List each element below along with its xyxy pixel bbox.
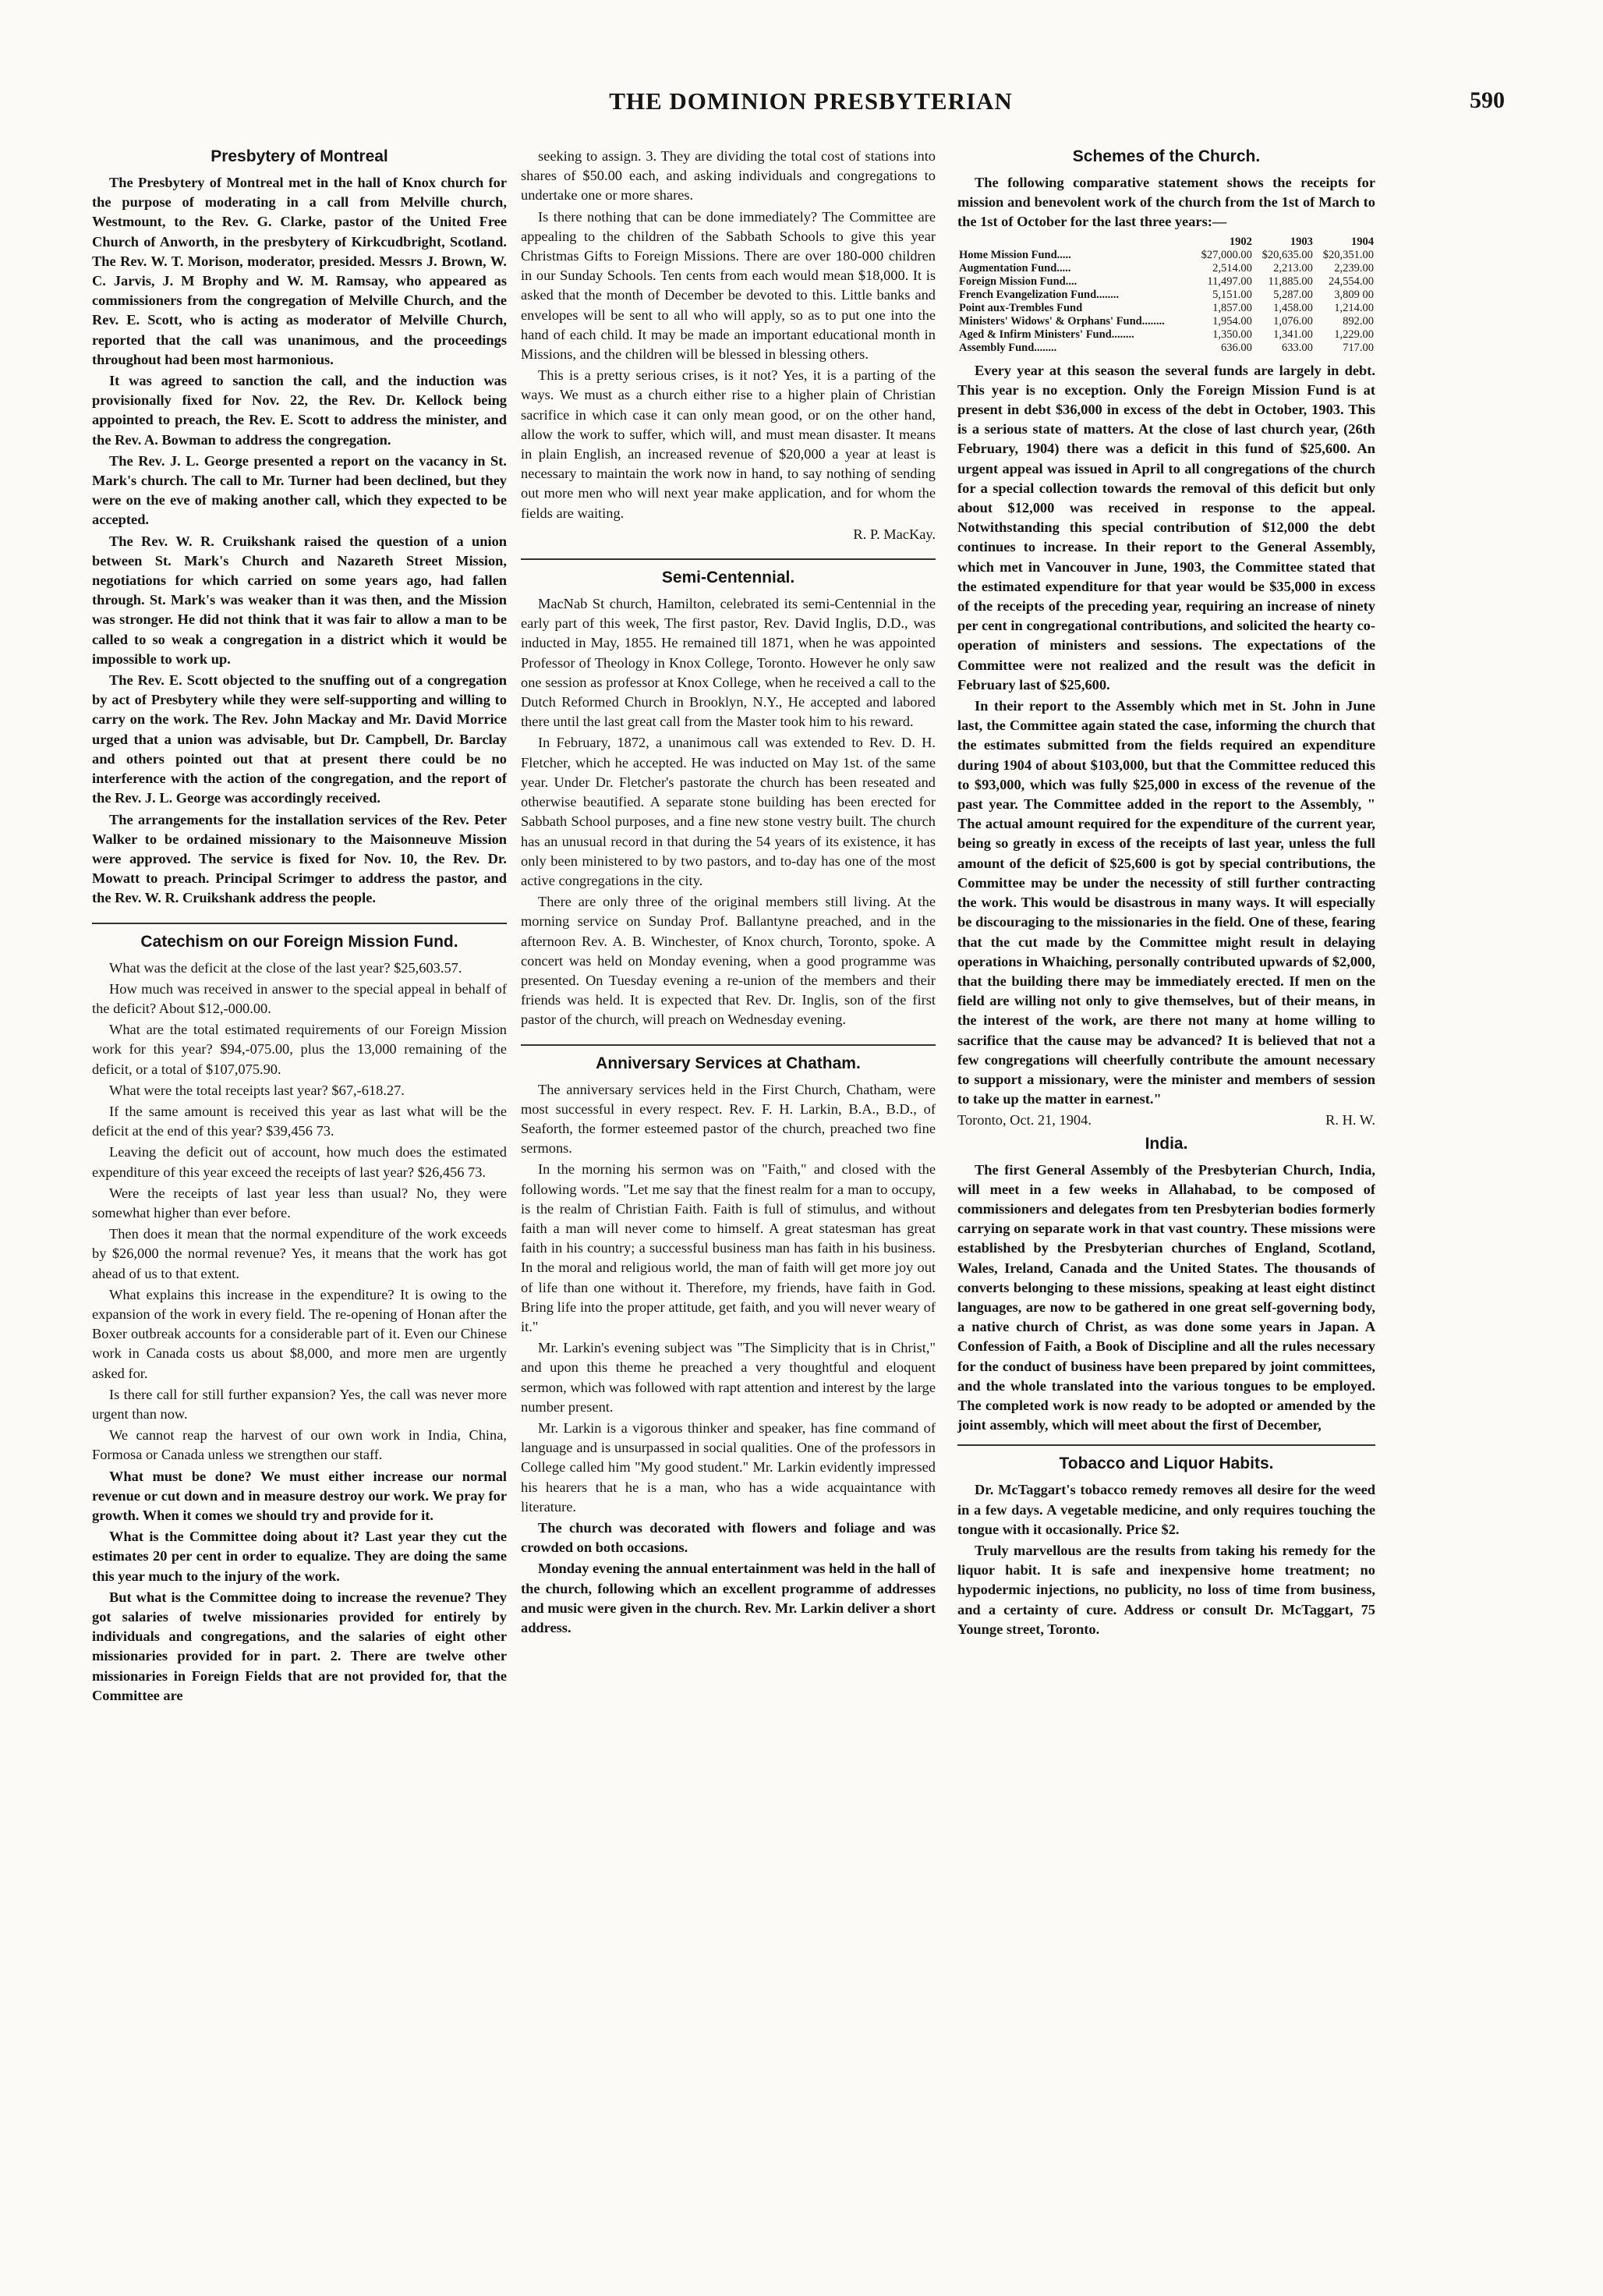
fund-name: Ministers' Widows' & Orphans' Fund........ bbox=[959, 314, 1165, 328]
article-paragraph: In February, 1872, a unanimous call was extended to Rev. D. H. Fletcher, which he accepted. He was inducted on May 1st. of the same year. Under Dr. Fletcher's pastorate the church has been reseated and otherwise beautified. A separate stone building has been erected for Sabbath School purposes, and a fine new stone vestry built. The church has an unusual record in that during the 54 years of its existence, it has only been ministered to by two pastors, and to-day has one of the most active congregations in the city. bbox=[521, 735, 936, 888]
article-paragraph: The Rev. E. Scott objected to the snuffing out of a congregation by act of Presbytery while they were self-supporting and willing to carry on the work. The Rev. John Mackay and Mr. David Morrice urged that a union was advisable, but Dr. Campbell, Dr. Barclay and others pointed out that at present there could be no interference with the action of the congregation, and the report of the Rev. J. L. George was accordingly received. bbox=[92, 672, 507, 806]
fund-value: 633.00 bbox=[1282, 341, 1313, 354]
article-paragraph: The anniversary services held in the First Church, Chatham, were most successful in every respect. Rev. F. H. Larkin, B.A., B.D., of Seaforth, the former esteemed pastor of the church, preached two fine sermons. bbox=[521, 1081, 936, 1157]
signature: R. P. MacKay. bbox=[853, 526, 936, 542]
catechism-item: But what is the Committee doing to increase the revenue? They got salaries of twelve missionaries provided for entirely by individuals and congregations, and the salaries of eight other missionaries provided for in part. 2. There are twelve other missionaries in Foreign Fields that are not provided for, that the Committee are bbox=[92, 1589, 507, 1703]
fund-value: 11,497.00 bbox=[1207, 275, 1252, 288]
catechism-item: What explains this increase in the expenditure? It is owing to the expansion of the work in every field. The re-opening of Honan after the Boxer outbreak accounts for a considerable part of it. Even our Chinese work in Canada costs us about $8,000, and more men are urgently asked for. bbox=[92, 1286, 507, 1381]
fund-value: 1,076.00 bbox=[1273, 314, 1313, 328]
fund-value: 1,458.00 bbox=[1273, 301, 1313, 314]
page-number: 590 bbox=[1470, 87, 1505, 113]
article-title-semi-centennial: Semi-Centennial. bbox=[521, 558, 936, 588]
table-row bbox=[957, 289, 1375, 302]
article-paragraph: This is a pretty serious crises, is it not? Yes, it is a parting of the ways. We must as a church either rise to a higher plain of Christian sacrifice in which case it can only mean good, or on the other hand, allow the work to suffer, which will, and must mean disaster. It means in plain English, an increased revenue of $20,000 a year at least is necessary to maintain the work now in hand, to say nothing of sending out more men who will next year make application, and for whom the fields are waiting. bbox=[521, 367, 936, 521]
advertisement-paragraph: Truly marvellous are the results from taking his remedy for the liquor habit. It is safe and inexpensive home treatment; no hypodermic injections, no publicity, no loss of time from business, and a certainty of cure. Address or consult Dr. McTaggart, 75 Younge street, Toronto. bbox=[957, 1542, 1375, 1637]
divider bbox=[957, 1444, 1375, 1446]
article-paragraph: Mr. Larkin is a vigorous thinker and speaker, has fine command of language and is unsurpassed in social qualities. One of the professors in College called him "My good student." Mr. Larkin evidently impressed his hearers that he is a man, who has a wide acquaintance with literature. bbox=[521, 1419, 936, 1515]
fund-value: 1,341.00 bbox=[1273, 328, 1313, 341]
catechism-item: How much was received in answer to the special appeal in behalf of the deficit? About $12,-000.00. bbox=[92, 980, 507, 1016]
article-paragraph: The following comparative statement shows the receipts for mission and benevolent work of the church from the 1st of March to the 1st of October for the last three years:— bbox=[957, 175, 1375, 230]
fund-name: French Evangelization Fund........ bbox=[959, 288, 1120, 301]
advertisement-paragraph: Dr. McTaggart's tobacco remedy removes all desire for the weed in a few days. A vegetable medicine, and only requires touching the tongue with it occasionally. Price $2. bbox=[957, 1482, 1375, 1537]
table-row bbox=[957, 249, 1375, 262]
article-paragraph: The Rev. J. L. George presented a report on the vacancy in St. Mark's church. The call to Mr. Turner had been declined, but they were on the eve of making another call, which they expected to be accepted. bbox=[92, 452, 507, 528]
fund-value: 1,350.00 bbox=[1212, 328, 1252, 341]
article-paragraph: In their report to the Assembly which met in St. John in June last, the Committee again stated the case, informing the church that the estimates submitted from the fields required an expenditure during 1904 of about $103,000, but that the Committee reduced this to $93,000, which was fully $25,000 in excess of the revenue of the past year. The Committee added in the report to the Assembly, " The actual amount required for the expenditure of the current year, being so greatly in excess of the receipts of last year, unless the full amount of the deficit of $25,600 is got by special contributions, the Committee may be under the necessity of still further contracting the work. This would be disastrous in many ways. It will especially be discouraging to the missionaries in the field. One of these, fearing that the cut made by the Committee might result in delaying operations in Whaiching, personally contributed upwards of $2,000, that the building there may be immediately erected. If men on the field are willing not only to give themselves, but of their means, in the interest of the work, are there not many at home willing to sacrifice that the cause may be advanced? It is believed that not a few congregations will cheerfully contribute the amount necessary to support a missionary, were the minister and members of session to take up the matter in earnest." bbox=[957, 698, 1375, 1107]
article-title-presbytery-of-montreal: Presbytery of Montreal bbox=[211, 147, 388, 165]
catechism-item: If the same amount is received this year as last what will be the deficit at the end of this year? $39,456 73. bbox=[92, 1103, 507, 1139]
fund-value: 1,214.00 bbox=[1334, 301, 1374, 314]
article-paragraph: Every year at this season the several funds are largely in debt. This year is no exception. Only the Foreign Mission Fund is at present in debt $36,000 in excess of the debt in October, 1903. This is a serious state of matters. At the close of last church year, (26th February, 1904) there was a deficit in this fund of $25,600. An urgent appeal was issued in April to all congregations of the church for a special collection towards the removal of this deficit but only about $12,000 was received in response to the appeal. Notwithstanding this special contribution of $12,000 the debt continues to increase. In their report to the General Assembly, which met in Vancouver in June, 1903, the Committee stated that the estimated expenditure for that year would be $35,000 in excess of the receipts of the preceding year, requiring an increase of ninety per cent in congregational contributions, and solicited the hearty co-operation of ministers and sessions. The expectations of the Committee were not realized and the result was the deficit in February last of $25,600. bbox=[957, 362, 1375, 693]
catechism-item: What were the total receipts last year? $67,-618.27. bbox=[109, 1082, 405, 1098]
fund-value: 2,213.00 bbox=[1273, 261, 1313, 275]
catechism-item: What are the total estimated requirements of our Foreign Mission work for this year? $94,-075.00, plus the 13,000 remaining of the deficit, or a total of $107,075.90. bbox=[92, 1022, 507, 1077]
column-1 bbox=[92, 139, 507, 2245]
table-header-year: 1902 bbox=[1229, 235, 1252, 248]
article-paragraph: seeking to assign. 3. They are dividing the total cost of stations into shares of $50.00 each, and asking individuals and congregations to undertake one or more shares. bbox=[521, 148, 936, 204]
article-title-catechism: Catechism on our Foreign Mission Fund. bbox=[92, 923, 507, 952]
fund-value: 3,809 00 bbox=[1334, 288, 1374, 301]
article-paragraph: The first General Assembly of the Presbyterian Church, India, will meet in a few weeks in Allahabad, to be composed of commissioners and delegates from ten Presbyterian bodies formerly carrying on separate work in that vast country. These missions were established by the Presbyterian churches of England, Scotland, Wales, Ireland, Canada and the United States. The thousands of converts belonging to these missions, speaking at least eight distinct languages, are now to be gathered in one great self-governing body, a native church of Christ, as was done some years in Japan. A Confession of Faith, a Book of Discipline and all the rules necessary for the conduct of business have been prepared by joint committees, and the whole translated into the various tongues to be employed. The completed work is now ready to be adopted or amended by the joint assembly, which will meet about the first of December, bbox=[957, 1161, 1375, 1433]
article-title-tobacco-liquor: Tobacco and Liquor Habits. bbox=[1059, 1454, 1274, 1473]
signature-place-date: Toronto, Oct. 21, 1904. bbox=[957, 1112, 1092, 1129]
catechism-item: What is the Committee doing about it? Last year they cut the estimates 20 per cent in order to equalize. They are doing the same this year much to the injury of the work. bbox=[92, 1529, 507, 1584]
fund-value: 717.00 bbox=[1343, 341, 1374, 354]
table-row bbox=[957, 275, 1375, 289]
catechism-item: What must be done? We must either increase our normal revenue or cut down and in measure destroy our work. We pray for growth. When it comes we should try and provide for it. bbox=[92, 1468, 507, 1523]
fund-value: 1,229.00 bbox=[1334, 328, 1374, 341]
fund-value: 636.00 bbox=[1220, 341, 1252, 354]
article-title-india: India. bbox=[1145, 1134, 1188, 1153]
article-title-schemes-of-the-church: Schemes of the Church. bbox=[1072, 147, 1261, 165]
article-paragraph: The Rev. W. R. Cruikshank raised the question of a union between St. Mark's Church and Nazareth Street Mission, negotiations for which carried on some years ago, had fallen through. St. Mark's was weaker than it was then, and the Mission was stronger. He did not think that it was fair to allow a man to be called to so weak a congregation in a district which it would be impossible to work up. bbox=[92, 533, 507, 667]
fund-name: Aged & Infirm Ministers' Fund........ bbox=[959, 328, 1134, 341]
article-paragraph: The Presbytery of Montreal met in the hall of Knox church for the purpose of moderating in a call from Melville church, Westmount, to the Rev. G. Clarke, pastor of the United Free Church of Anworth, in the presbytery of Kirkcudbright, Scotland. The Rev. W. T. Morison, moderator, presided. Messrs J. Brown, W. C. Jarvis, J. M Brophy and W. M. Ramsay, who appeared as commissioners from the congregation of Melville Church, and the Rev. E. Scott, who is acting as moderator of Melville Church, reported that the call was unanimous, and the proceedings throughout had been most harmonious. bbox=[92, 175, 507, 367]
table-row bbox=[957, 342, 1375, 355]
article-title-anniversary-services: Anniversary Services at Chatham. bbox=[521, 1044, 936, 1074]
table-row bbox=[957, 262, 1375, 275]
newspaper-title: THE DOMINION PRESBYTERIAN bbox=[609, 87, 1013, 115]
catechism-item: What was the deficit at the close of the last year? $25,603.57. bbox=[109, 959, 462, 976]
signature-line bbox=[957, 1111, 1375, 1130]
fund-value: $20,351.00 bbox=[1322, 248, 1374, 261]
catechism-item: Leaving the deficit out of account, how much does the estimated expenditure of this year exceed the receipts of last year? $26,456 73. bbox=[92, 1144, 507, 1180]
article-paragraph: It was agreed to sanction the call, and the induction was provisionally fixed for Nov. 22, the Rev. Dr. Kellock being appointed to preach, the Rev. E. Scott to address the minister, and the Rev. A. Bowman to address the congregation. bbox=[92, 373, 507, 448]
catechism-item: Is there call for still further expansion? Yes, the call was never more urgent than now. bbox=[92, 1386, 507, 1422]
fund-name: Home Mission Fund..... bbox=[959, 248, 1071, 261]
fund-value: 892.00 bbox=[1343, 314, 1374, 328]
fund-name: Foreign Mission Fund.... bbox=[959, 275, 1078, 288]
fund-value: $27,000.00 bbox=[1201, 248, 1252, 261]
catechism-item: We cannot reap the harvest of our own work in India, China, Formosa or Canada unless we strengthen our staff. bbox=[92, 1427, 507, 1463]
fund-value: 1,954.00 bbox=[1212, 314, 1252, 328]
article-paragraph: MacNab St church, Hamilton, celebrated its semi-Centennial in the early part of this week, The first pastor, Rev. David Inglis, D.D., was inducted in May, 1855. He remained till 1871, when he was appointed Professor of Theology in Knox College, Toronto. However he only saw one session as professor at Knox College, when he received a call to the Dutch Reformed Church in Brooklyn, N.Y., He accepted and labored there until the last great call from the Master took him to his reward. bbox=[521, 596, 936, 730]
fund-value: 2,239.00 bbox=[1334, 261, 1374, 275]
fund-value: 2,514.00 bbox=[1212, 261, 1252, 275]
fund-value: 5,151.00 bbox=[1212, 288, 1252, 301]
table-header-year: 1903 bbox=[1290, 235, 1313, 248]
fund-value: 1,857.00 bbox=[1212, 301, 1252, 314]
fund-value: $20,635.00 bbox=[1262, 248, 1313, 261]
table-row bbox=[957, 302, 1375, 315]
catechism-item: Were the receipts of last year less than usual? No, they were somewhat higher than ever before. bbox=[92, 1185, 507, 1221]
article-paragraph: Is there nothing that can be done immediately? The Committee are appealing to the children of the Sabbath Schools to give this year Christmas Gifts to Foreign Missions. There are over 180-000 children in our Sunday Schools. Ten cents from each would mean $18,000. It is asked that the month of December be devoted to this. Little banks and envelopes will be sent to all who will apply, so as to put one into the hand of each child. It may be made an important educational month in Missions, and the children will be blessed in blessing others. bbox=[521, 208, 936, 363]
article-paragraph: Mr. Larkin's evening subject was "The Simplicity that is in Christ," and upon this theme he preached a very thoughtful and eloquent sermon, which was followed with rapt attention and interest by the large number present. bbox=[521, 1340, 936, 1415]
receipts-table bbox=[957, 236, 1375, 355]
article-paragraph: In the morning his sermon was on "Faith," and closed with the following words. "Let me say that the finest realm for a man to occupy, is the realm of Christian Faith. Faith is full of stimulus, and without faith a man will never come to himself. A great statesman has great faith in his country; a successful business man has faith in his business. In the moral and religious world, the man of faith will get more joy out of life than one without it. Therefore, my friends, have faith in God. Bring life into the proper attitude, get faith, and you will never weary of it." bbox=[521, 1161, 936, 1334]
article-paragraph: Monday evening the annual entertainment was held in the hall of the church, following which an excellent programme of addresses and music were given in the church. Rev. Mr. Larkin deliver a short address. bbox=[521, 1561, 936, 1636]
signature-initials: R. H. W. bbox=[1325, 1112, 1375, 1129]
fund-value: 11,885.00 bbox=[1268, 275, 1313, 288]
article-paragraph: There are only three of the original members still living. At the morning service on Sunday Prof. Ballantyne preached, and in the afternoon Rev. A. B. Winchester, of Knox church, Toronto, spoke. A concert was held on Monday evening, when a good programme was presented. On Tuesday evening a re-union of the members and their friends was held. It is expected that Rev. Dr. Inglis, son of the first pastor of the church, will preach on Wednesday evening. bbox=[521, 894, 936, 1028]
fund-name: Augmentation Fund..... bbox=[959, 261, 1071, 275]
page-header bbox=[117, 87, 1505, 126]
column-3 bbox=[957, 139, 1375, 2245]
fund-name: Point aux-Trembles Fund bbox=[959, 301, 1083, 314]
table-header-row bbox=[957, 236, 1375, 249]
table-row bbox=[957, 328, 1375, 342]
table-header-year: 1904 bbox=[1351, 235, 1374, 248]
table-row bbox=[957, 315, 1375, 328]
article-paragraph: The church was decorated with flowers and foliage and was crowded on both occasions. bbox=[521, 1520, 936, 1556]
article-paragraph: The arrangements for the installation services of the Rev. Peter Walker to be ordained missionary to the Maisonneuve Mission were approved. The service is fixed for Nov. 10, the Rev. Dr. Mowatt to preach. Principal Scrimger to address the pastor, and the Rev. W. R. Cruikshank address the people. bbox=[92, 811, 507, 906]
table-header-blank bbox=[957, 236, 1193, 249]
column-2 bbox=[521, 139, 936, 2245]
catechism-item: Then does it mean that the normal expenditure of the work exceeds by $26,000 the normal revenue? Yes, it means that the work has got ahead of us to that extent. bbox=[92, 1226, 507, 1281]
fund-value: 5,287.00 bbox=[1273, 288, 1313, 301]
fund-value: 24,554.00 bbox=[1329, 275, 1374, 288]
fund-name: Assembly Fund........ bbox=[959, 341, 1057, 354]
